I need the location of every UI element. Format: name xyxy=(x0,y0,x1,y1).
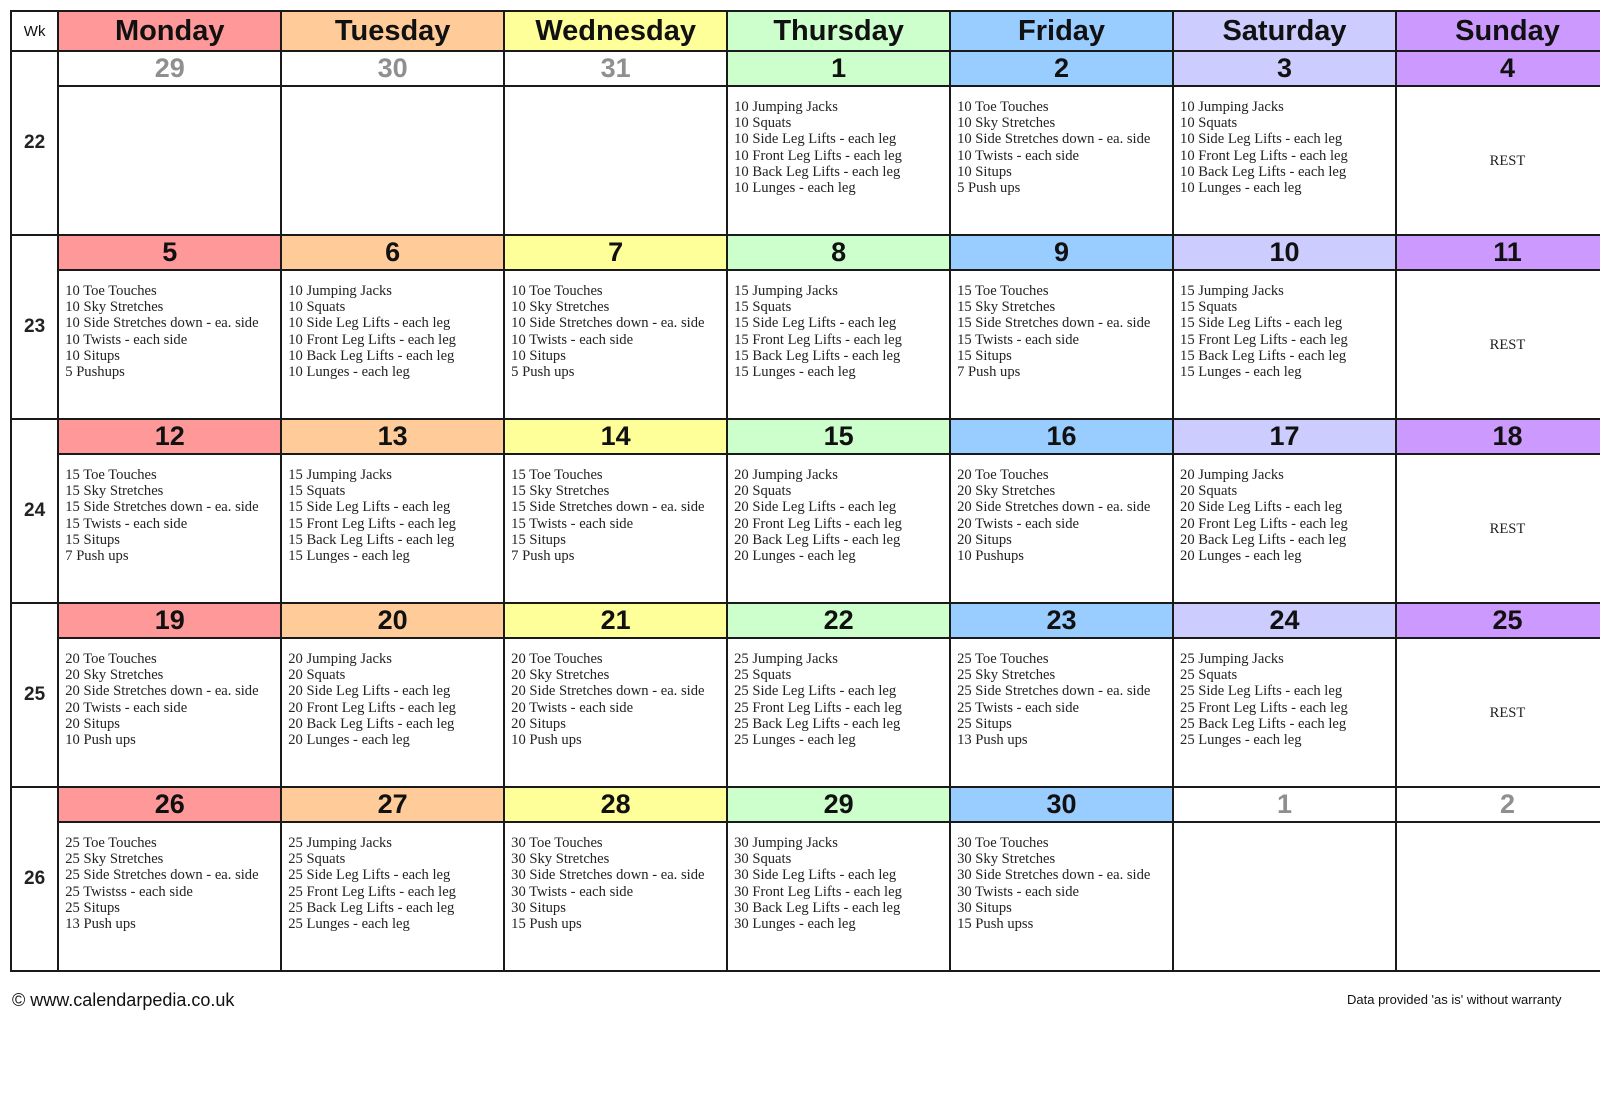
day-cell xyxy=(727,822,950,971)
day-cell xyxy=(281,86,504,235)
exercise-item: 20 Lunges - each leg xyxy=(1180,548,1302,565)
week-number: 23 xyxy=(11,235,58,419)
day-cell xyxy=(727,270,950,419)
workout-row xyxy=(11,638,1600,787)
exercise-item: 20 Sky Stretches xyxy=(511,667,610,684)
exercise-item: 15 Situps xyxy=(511,531,566,548)
workout-row xyxy=(11,270,1600,419)
exercise-item: 15 Push ups xyxy=(511,916,582,933)
exercise-item: 25 Squats xyxy=(734,667,792,684)
exercise-item: 15 Situps xyxy=(65,531,120,548)
date-number: 6 xyxy=(281,235,504,270)
exercise-item: 10 Side Stretches down - ea. side xyxy=(65,315,259,332)
exercise-item: 30 Back Leg Lifts - each leg xyxy=(734,899,901,916)
exercise-item: 15 Squats xyxy=(288,483,346,500)
exercise-item: 10 Toe Touches xyxy=(511,283,603,299)
exercise-item: 10 Sky Stretches xyxy=(65,299,164,316)
date-number: 31 xyxy=(504,51,727,86)
exercise-item: 15 Toe Touches xyxy=(65,467,157,483)
day-cell xyxy=(58,638,281,787)
exercise-item: 15 Toe Touches xyxy=(511,467,603,483)
exercise-item: 20 Lunges - each leg xyxy=(288,732,410,749)
date-number-row xyxy=(11,235,1600,270)
exercise-item: 20 Front Leg Lifts - each leg xyxy=(734,515,902,532)
exercise-item: 15 Side Stretches down - ea. side xyxy=(511,499,705,516)
exercise-item: 30 Sky Stretches xyxy=(511,851,610,868)
exercise-item: 20 Jumping Jacks xyxy=(1180,467,1284,483)
exercise-item: 10 Back Leg Lifts - each leg xyxy=(1180,163,1347,180)
exercise-list xyxy=(957,651,1172,748)
exercise-item: 20 Squats xyxy=(734,483,792,500)
day-cell xyxy=(281,454,504,603)
exercise-item: 10 Twists - each side xyxy=(65,331,188,348)
workout-calendar xyxy=(10,10,1600,972)
exercise-item: 20 Twists - each side xyxy=(511,699,634,716)
exercise-item: 20 Side Stretches down - ea. side xyxy=(957,499,1151,516)
exercise-item: 25 Situps xyxy=(957,715,1012,732)
exercise-item: 25 Lunges - each leg xyxy=(288,916,410,933)
exercise-list xyxy=(734,835,949,932)
exercise-item: 10 Jumping Jacks xyxy=(288,283,392,299)
exercise-item: 10 Jumping Jacks xyxy=(1180,99,1284,115)
exercise-item: 10 Squats xyxy=(734,115,792,132)
exercise-item: 20 Side Stretches down - ea. side xyxy=(65,683,259,700)
exercise-item: 15 Back Leg Lifts - each leg xyxy=(1180,347,1347,364)
exercise-list xyxy=(288,467,503,564)
date-number: 13 xyxy=(281,419,504,454)
day-cell xyxy=(281,270,504,419)
workout-row xyxy=(11,86,1600,235)
date-number: 17 xyxy=(1173,419,1396,454)
day-cell xyxy=(504,454,727,603)
exercise-item: 10 Side Leg Lifts - each leg xyxy=(1180,131,1343,148)
exercise-list xyxy=(288,835,503,932)
date-number: 7 xyxy=(504,235,727,270)
exercise-item: 20 Twists - each side xyxy=(65,699,188,716)
date-number: 29 xyxy=(727,787,950,822)
date-number: 12 xyxy=(58,419,281,454)
exercise-item: 20 Front Leg Lifts - each leg xyxy=(288,699,456,716)
exercise-item: 13 Push ups xyxy=(65,916,136,933)
day-cell xyxy=(58,454,281,603)
exercise-item: 30 Squats xyxy=(734,851,792,868)
exercise-list xyxy=(511,283,726,380)
exercise-item: 30 Toe Touches xyxy=(957,835,1049,851)
day-cell xyxy=(950,454,1173,603)
date-number: 11 xyxy=(1396,235,1600,270)
rest-label: REST xyxy=(1489,704,1526,721)
exercise-item: 30 Situps xyxy=(957,899,1012,916)
exercise-item: 15 Squats xyxy=(1180,299,1238,316)
date-number: 20 xyxy=(281,603,504,638)
exercise-item: 30 Side Stretches down - ea. side xyxy=(957,867,1151,884)
exercise-item: 10 Situps xyxy=(65,347,120,364)
exercise-item: 25 Front Leg Lifts - each leg xyxy=(734,699,902,716)
exercise-item: 15 Side Leg Lifts - each leg xyxy=(288,499,451,516)
day-cell xyxy=(504,86,727,235)
copyright-footer: © www.calendarpedia.co.uk xyxy=(12,990,235,1010)
exercise-item: 20 Front Leg Lifts - each leg xyxy=(1180,515,1348,532)
exercise-item: 10 Toe Touches xyxy=(65,283,157,299)
exercise-list xyxy=(1180,283,1395,380)
exercise-item: 25 Twists - each side xyxy=(957,699,1079,716)
exercise-list xyxy=(734,283,949,380)
day-cell xyxy=(1173,822,1396,971)
exercise-item: 10 Side Stretches down - ea. side xyxy=(511,315,705,332)
exercise-item: 15 Jumping Jacks xyxy=(734,283,838,299)
exercise-list xyxy=(957,283,1172,380)
exercise-item: 10 Toe Touches xyxy=(957,99,1049,115)
workout-row xyxy=(11,454,1600,603)
exercise-item: 10 Lunges - each leg xyxy=(734,180,856,197)
day-cell xyxy=(1173,270,1396,419)
exercise-list xyxy=(1180,99,1395,196)
date-number: 14 xyxy=(504,419,727,454)
exercise-item: 5 Push ups xyxy=(511,364,575,381)
exercise-item: 15 Side Leg Lifts - each leg xyxy=(1180,315,1343,332)
exercise-item: 15 Push upss xyxy=(957,916,1034,933)
rest-label: REST xyxy=(1489,336,1526,353)
date-number: 23 xyxy=(950,603,1173,638)
weekday-header: Wednesday xyxy=(504,11,727,51)
exercise-list xyxy=(957,99,1172,196)
calendar-body xyxy=(11,51,1600,971)
exercise-item: 25 Toe Touches xyxy=(957,651,1049,667)
date-number: 10 xyxy=(1173,235,1396,270)
exercise-item: 10 Jumping Jacks xyxy=(734,99,838,115)
exercise-item: 10 Squats xyxy=(288,299,346,316)
exercise-item: 20 Back Leg Lifts - each leg xyxy=(288,715,455,732)
exercise-item: 15 Lunges - each leg xyxy=(1180,364,1302,381)
date-number-row xyxy=(11,603,1600,638)
week-number: 26 xyxy=(11,787,58,971)
exercise-item: 15 Sky Stretches xyxy=(957,299,1056,316)
exercise-item: 10 Back Leg Lifts - each leg xyxy=(288,347,455,364)
exercise-item: 30 Sky Stretches xyxy=(957,851,1056,868)
date-number: 3 xyxy=(1173,51,1396,86)
exercise-item: 25 Side Leg Lifts - each leg xyxy=(734,683,897,700)
rest-label: REST xyxy=(1489,152,1526,169)
week-number: 24 xyxy=(11,419,58,603)
date-number: 2 xyxy=(950,51,1173,86)
exercise-item: 25 Lunges - each leg xyxy=(1180,732,1302,749)
day-cell xyxy=(58,86,281,235)
exercise-list xyxy=(1180,651,1395,748)
exercise-item: 25 Side Leg Lifts - each leg xyxy=(288,867,451,884)
exercise-item: 5 Pushups xyxy=(65,364,125,381)
exercise-item: 20 Toe Touches xyxy=(511,651,603,667)
weekday-header: Tuesday xyxy=(281,11,504,51)
exercise-item: 13 Push ups xyxy=(957,732,1028,749)
day-cell xyxy=(504,638,727,787)
exercise-item: 20 Side Leg Lifts - each leg xyxy=(1180,499,1343,516)
exercise-item: 25 Back Leg Lifts - each leg xyxy=(1180,715,1347,732)
disclaimer-footer: Data provided 'as is' without warranty xyxy=(1347,992,1562,1007)
date-number: 2 xyxy=(1396,787,1600,822)
exercise-item: 20 Toe Touches xyxy=(957,467,1049,483)
day-cell xyxy=(58,270,281,419)
exercise-item: 20 Back Leg Lifts - each leg xyxy=(734,531,901,548)
day-cell xyxy=(281,822,504,971)
date-number-row xyxy=(11,787,1600,822)
weekday-header: Sunday xyxy=(1396,11,1600,51)
exercise-list xyxy=(288,651,503,748)
exercise-item: 25 Sky Stretches xyxy=(957,667,1056,684)
exercise-list xyxy=(511,651,726,748)
day-cell xyxy=(727,86,950,235)
exercise-item: 20 Lunges - each leg xyxy=(734,548,856,565)
exercise-item: 15 Twists - each side xyxy=(65,515,188,532)
weekday-header: Monday xyxy=(58,11,281,51)
exercise-item: 15 Lunges - each leg xyxy=(288,548,410,565)
exercise-item: 15 Jumping Jacks xyxy=(288,467,392,483)
exercise-item: 20 Side Leg Lifts - each leg xyxy=(734,499,897,516)
date-number: 30 xyxy=(281,51,504,86)
exercise-item: 10 Situps xyxy=(511,347,566,364)
date-number: 1 xyxy=(727,51,950,86)
exercise-item: 20 Situps xyxy=(511,715,566,732)
exercise-list xyxy=(511,467,726,564)
exercise-item: 25 Situps xyxy=(65,899,120,916)
exercise-item: 10 Side Leg Lifts - each leg xyxy=(288,315,451,332)
exercise-item: 15 Sky Stretches xyxy=(65,483,164,500)
day-cell xyxy=(1396,638,1600,787)
day-cell xyxy=(727,454,950,603)
exercise-item: 20 Squats xyxy=(1180,483,1238,500)
exercise-item: 25 Jumping Jacks xyxy=(1180,651,1284,667)
exercise-item: 30 Twists - each side xyxy=(511,883,634,900)
day-cell xyxy=(1396,270,1600,419)
weekday-header: Friday xyxy=(950,11,1173,51)
date-number: 1 xyxy=(1173,787,1396,822)
exercise-item: 7 Push ups xyxy=(65,548,129,565)
exercise-item: 15 Front Leg Lifts - each leg xyxy=(1180,331,1348,348)
day-cell xyxy=(950,638,1173,787)
exercise-list xyxy=(1180,467,1395,564)
exercise-list xyxy=(734,99,949,196)
day-cell xyxy=(1173,638,1396,787)
day-cell xyxy=(1396,822,1600,971)
date-number-row xyxy=(11,419,1600,454)
exercise-item: 25 Toe Touches xyxy=(65,835,157,851)
exercise-item: 15 Side Stretches down - ea. side xyxy=(65,499,259,516)
date-number: 29 xyxy=(58,51,281,86)
day-cell xyxy=(1173,86,1396,235)
exercise-item: 25 Back Leg Lifts - each leg xyxy=(734,715,901,732)
exercise-item: 20 Side Stretches down - ea. side xyxy=(511,683,705,700)
exercise-item: 20 Situps xyxy=(65,715,120,732)
date-number: 21 xyxy=(504,603,727,638)
weekday-header-row xyxy=(11,11,1600,51)
exercise-item: 10 Lunges - each leg xyxy=(288,364,410,381)
exercise-item: 10 Push ups xyxy=(65,732,136,749)
exercise-item: 25 Front Leg Lifts - each leg xyxy=(288,883,456,900)
exercise-item: 30 Toe Touches xyxy=(511,835,603,851)
exercise-item: 20 Squats xyxy=(288,667,346,684)
exercise-item: 15 Squats xyxy=(734,299,792,316)
day-cell xyxy=(504,822,727,971)
exercise-item: 10 Side Stretches down - ea. side xyxy=(957,131,1151,148)
date-number: 22 xyxy=(727,603,950,638)
exercise-item: 15 Situps xyxy=(957,347,1012,364)
exercise-item: 20 Back Leg Lifts - each leg xyxy=(1180,531,1347,548)
day-cell xyxy=(950,270,1173,419)
day-cell xyxy=(281,638,504,787)
exercise-item: 15 Sky Stretches xyxy=(511,483,610,500)
exercise-item: 10 Twists - each side xyxy=(957,147,1079,164)
exercise-item: 20 Twists - each side xyxy=(957,515,1079,532)
date-number: 8 xyxy=(727,235,950,270)
exercise-item: 10 Lunges - each leg xyxy=(1180,180,1302,197)
exercise-item: 5 Push ups xyxy=(957,180,1021,197)
exercise-item: 10 Push ups xyxy=(511,732,582,749)
exercise-item: 20 Situps xyxy=(957,531,1012,548)
exercise-item: 25 Twistss - each side xyxy=(65,883,193,900)
exercise-item: 25 Side Stretches down - ea. side xyxy=(65,867,259,884)
exercise-item: 15 Twists - each side xyxy=(511,515,634,532)
date-number: 27 xyxy=(281,787,504,822)
week-number: 22 xyxy=(11,51,58,235)
exercise-item: 20 Jumping Jacks xyxy=(288,651,392,667)
weekday-header: Thursday xyxy=(727,11,950,51)
date-number: 24 xyxy=(1173,603,1396,638)
exercise-item: 25 Side Stretches down - ea. side xyxy=(957,683,1151,700)
exercise-item: 15 Jumping Jacks xyxy=(1180,283,1284,299)
date-number: 9 xyxy=(950,235,1173,270)
exercise-item: 25 Squats xyxy=(1180,667,1238,684)
exercise-item: 20 Side Leg Lifts - each leg xyxy=(288,683,451,700)
exercise-item: 30 Side Stretches down - ea. side xyxy=(511,867,705,884)
exercise-item: 10 Situps xyxy=(957,163,1012,180)
exercise-list xyxy=(65,467,280,564)
exercise-item: 30 Front Leg Lifts - each leg xyxy=(734,883,902,900)
exercise-list xyxy=(734,467,949,564)
exercise-list xyxy=(65,283,280,380)
exercise-item: 15 Lunges - each leg xyxy=(734,364,856,381)
day-cell xyxy=(1396,454,1600,603)
exercise-item: 30 Side Leg Lifts - each leg xyxy=(734,867,897,884)
exercise-list xyxy=(65,835,280,932)
day-cell xyxy=(950,822,1173,971)
exercise-item: 15 Side Leg Lifts - each leg xyxy=(734,315,897,332)
exercise-list xyxy=(957,467,1172,564)
week-number: 25 xyxy=(11,603,58,787)
date-number: 28 xyxy=(504,787,727,822)
exercise-item: 10 Front Leg Lifts - each leg xyxy=(288,331,456,348)
day-cell xyxy=(727,638,950,787)
day-cell xyxy=(950,86,1173,235)
exercise-item: 25 Sky Stretches xyxy=(65,851,164,868)
exercise-item: 25 Squats xyxy=(288,851,346,868)
date-number-row xyxy=(11,51,1600,86)
exercise-item: 20 Jumping Jacks xyxy=(734,467,838,483)
exercise-item: 30 Twists - each side xyxy=(957,883,1079,900)
exercise-list xyxy=(288,283,503,380)
exercise-item: 25 Side Leg Lifts - each leg xyxy=(1180,683,1343,700)
week-number-header: Wk xyxy=(11,11,58,51)
date-number: 5 xyxy=(58,235,281,270)
date-number: 19 xyxy=(58,603,281,638)
rest-label: REST xyxy=(1489,520,1526,537)
workout-row xyxy=(11,822,1600,971)
exercise-item: 10 Front Leg Lifts - each leg xyxy=(734,147,902,164)
date-number: 25 xyxy=(1396,603,1600,638)
exercise-item: 10 Back Leg Lifts - each leg xyxy=(734,163,901,180)
exercise-item: 20 Toe Touches xyxy=(65,651,157,667)
day-cell xyxy=(1173,454,1396,603)
exercise-item: 10 Pushups xyxy=(957,548,1024,565)
exercise-item: 25 Back Leg Lifts - each leg xyxy=(288,899,455,916)
exercise-item: 25 Lunges - each leg xyxy=(734,732,856,749)
day-cell xyxy=(58,822,281,971)
exercise-list xyxy=(65,651,280,748)
exercise-item: 25 Jumping Jacks xyxy=(288,835,392,851)
exercise-item: 25 Front Leg Lifts - each leg xyxy=(1180,699,1348,716)
exercise-item: 20 Sky Stretches xyxy=(65,667,164,684)
exercise-item: 15 Twists - each side xyxy=(957,331,1079,348)
exercise-item: 30 Situps xyxy=(511,899,566,916)
weekday-header: Saturday xyxy=(1173,11,1396,51)
exercise-item: 10 Side Leg Lifts - each leg xyxy=(734,131,897,148)
exercise-item: 7 Push ups xyxy=(511,548,575,565)
exercise-item: 15 Back Leg Lifts - each leg xyxy=(734,347,901,364)
day-cell xyxy=(1396,86,1600,235)
exercise-item: 15 Front Leg Lifts - each leg xyxy=(734,331,902,348)
exercise-item: 7 Push ups xyxy=(957,364,1021,381)
exercise-item: 25 Jumping Jacks xyxy=(734,651,838,667)
exercise-item: 15 Side Stretches down - ea. side xyxy=(957,315,1151,332)
exercise-list xyxy=(957,835,1172,932)
exercise-item: 30 Lunges - each leg xyxy=(734,916,856,933)
exercise-item: 15 Front Leg Lifts - each leg xyxy=(288,515,456,532)
exercise-item: 10 Sky Stretches xyxy=(957,115,1056,132)
date-number: 15 xyxy=(727,419,950,454)
exercise-item: 10 Twists - each side xyxy=(511,331,634,348)
exercise-item: 10 Front Leg Lifts - each leg xyxy=(1180,147,1348,164)
exercise-item: 30 Jumping Jacks xyxy=(734,835,838,851)
exercise-list xyxy=(734,651,949,748)
exercise-item: 15 Toe Touches xyxy=(957,283,1049,299)
date-number: 30 xyxy=(950,787,1173,822)
day-cell xyxy=(504,270,727,419)
exercise-list xyxy=(511,835,726,932)
exercise-item: 20 Sky Stretches xyxy=(957,483,1056,500)
date-number: 16 xyxy=(950,419,1173,454)
exercise-item: 10 Squats xyxy=(1180,115,1238,132)
exercise-item: 15 Back Leg Lifts - each leg xyxy=(288,531,455,548)
exercise-item: 10 Sky Stretches xyxy=(511,299,610,316)
date-number: 18 xyxy=(1396,419,1600,454)
date-number: 4 xyxy=(1396,51,1600,86)
date-number: 26 xyxy=(58,787,281,822)
